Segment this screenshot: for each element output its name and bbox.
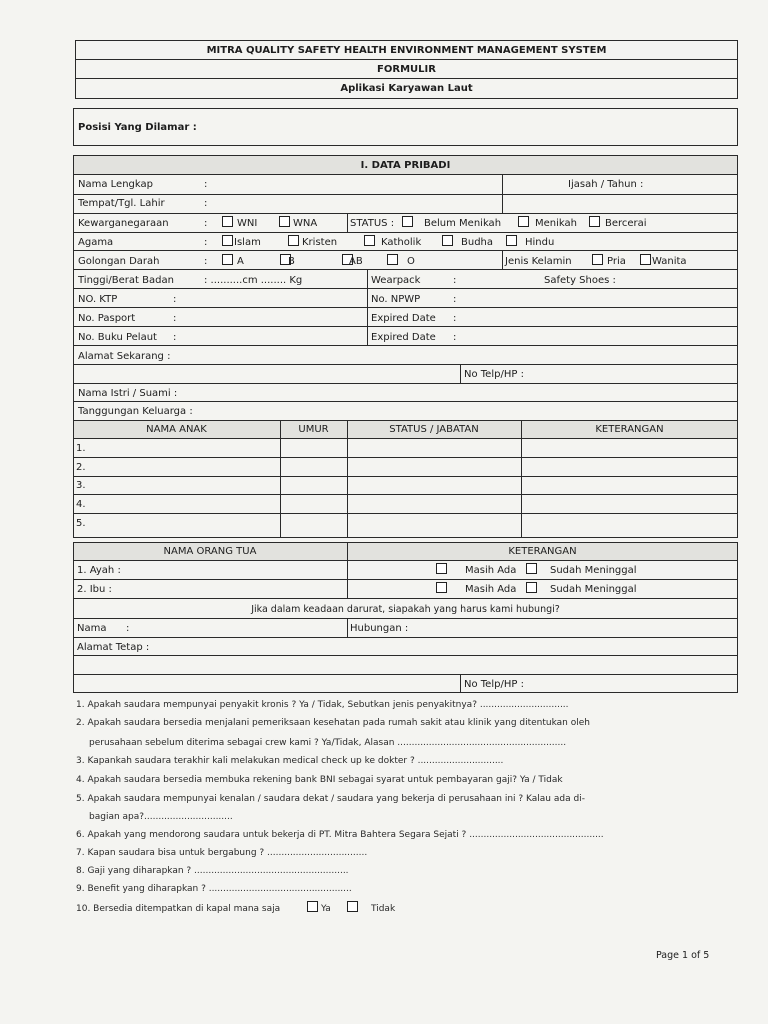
checkbox-o[interactable] xyxy=(387,254,398,265)
question-6: 6. Apakah yang mendorong saudara untuk bekerja di PT. Mitra Bahtera Segara Sejati ? ............................................... xyxy=(76,830,604,840)
colon: : xyxy=(453,332,457,343)
label-expired-1: Expired Date xyxy=(371,313,436,324)
checkbox-menikah[interactable] xyxy=(518,216,529,227)
checkbox-tidak[interactable] xyxy=(347,901,358,912)
label-alamat-tetap: Alamat Tetap : xyxy=(77,642,150,653)
label-o: O xyxy=(407,256,415,267)
label-no-telp: No Telp/HP : xyxy=(464,369,524,380)
checkbox-status[interactable] xyxy=(402,216,413,227)
question-2: 2. Apakah saudara bersedia menjalani pemeriksaan kesehatan pada rumah sakit atau klinik yang ditentukan oleh xyxy=(76,718,590,728)
checkbox-bercerai[interactable] xyxy=(589,216,600,227)
label-buku-pelaut: No. Buku Pelaut xyxy=(78,332,157,343)
colon: : xyxy=(453,275,457,286)
colon: : xyxy=(126,623,130,634)
label-wna: WNA xyxy=(293,218,318,229)
label-wanita: Wanita xyxy=(652,256,687,267)
header-keterangan-ortu: KETERANGAN xyxy=(508,546,577,557)
label-tanggungan: Tanggungan Keluarga : xyxy=(78,406,193,417)
label-kewarganegaraan: Kewarganegaraan xyxy=(78,218,169,229)
checkbox-wanita[interactable] xyxy=(640,254,651,265)
question-5: 5. Apakah saudara mempunyai kenalan / saudara dekat / saudara yang bekerja di perusahaan ini ? Kalau ada di- xyxy=(76,794,585,804)
label-nama-istri: Nama Istri / Suami : xyxy=(78,388,178,399)
header-nama-anak: NAMA ANAK xyxy=(146,424,207,435)
header-formulir: FORMULIR xyxy=(377,64,436,75)
colon: : xyxy=(204,218,208,229)
checkbox-hindu[interactable] xyxy=(506,235,517,246)
colon: : xyxy=(453,294,457,305)
table-row: 5. xyxy=(76,518,86,529)
header-title: MITRA QUALITY SAFETY HEALTH ENVIRONMENT MANAGEMENT SYSTEM xyxy=(206,45,607,56)
colon: : xyxy=(204,256,208,267)
label-islam: Islam xyxy=(234,237,261,248)
colon: : xyxy=(173,332,177,343)
checkbox-islam[interactable] xyxy=(222,235,233,246)
label-ya: Ya xyxy=(321,904,331,914)
checkbox-kristen[interactable] xyxy=(288,235,299,246)
question-7: 7. Kapan saudara bisa untuk bergabung ? ................................... xyxy=(76,848,368,858)
label-golongan-darah: Golongan Darah xyxy=(78,256,160,267)
label-ibu: 2. Ibu : xyxy=(77,584,112,595)
checkbox-ibu-sudah-meninggal[interactable] xyxy=(526,582,537,593)
question-2-cont: perusahaan sebelum diterima sebagai crew kami ? Ya/Tidak, Alasan ........................................................... xyxy=(89,738,567,748)
checkbox-ibu-masih-ada[interactable] xyxy=(436,582,447,593)
label-ab: AB xyxy=(349,256,363,267)
header-keterangan: KETERANGAN xyxy=(595,424,664,435)
label-ijasah: Ijasah / Tahun : xyxy=(568,179,644,190)
label-paspor: No. Pasport xyxy=(78,313,136,324)
label-sudah-meninggal: Sudah Meninggal xyxy=(550,584,637,595)
checkbox-ayah-sudah-meninggal[interactable] xyxy=(526,563,537,574)
label-tidak: Tidak xyxy=(371,904,396,914)
label-masih-ada: Masih Ada xyxy=(465,565,517,576)
label-no-telp-ortu: No Telp/HP : xyxy=(464,679,524,690)
header-status-jabatan: STATUS / JABATAN xyxy=(389,424,479,435)
table-row: 3. xyxy=(76,480,86,491)
label-ktp: NO. KTP xyxy=(78,294,118,305)
section-title: I. DATA PRIBADI xyxy=(360,160,451,171)
label-katholik: Katholik xyxy=(381,237,422,248)
colon: : xyxy=(453,313,457,324)
header-umur: UMUR xyxy=(298,424,329,435)
question-9: 9. Benefit yang diharapkan ? .................................................. xyxy=(76,884,352,894)
label-belum-menikah: Belum Menikah xyxy=(424,218,502,229)
checkbox-katholik[interactable] xyxy=(364,235,375,246)
label-budha: Budha xyxy=(461,237,494,248)
label-hindu: Hindu xyxy=(525,237,555,248)
table-row: 4. xyxy=(76,499,86,510)
label-bercerai: Bercerai xyxy=(605,218,647,229)
label-jenis-kelamin: Jenis Kelamin xyxy=(505,256,572,267)
checkbox-wna[interactable] xyxy=(279,216,290,227)
question-3: 3. Kapankah saudara terakhir kali melakukan medical check up ke dokter ? .............................. xyxy=(76,756,504,766)
label-kristen: Kristen xyxy=(302,237,338,248)
label-safety-shoes: Safety Shoes : xyxy=(544,275,616,286)
checkbox-pria[interactable] xyxy=(592,254,603,265)
label-wni: WNI xyxy=(237,218,258,229)
colon: : xyxy=(204,179,208,190)
emergency-question: Jika dalam keadaan darurat, siapakah yang harus kami hubungi? xyxy=(251,604,560,615)
label-expired-2: Expired Date xyxy=(371,332,436,343)
label-status: STATUS : xyxy=(350,218,395,229)
posisi-label: Posisi Yang Dilamar : xyxy=(78,122,197,133)
checkbox-ya[interactable] xyxy=(307,901,318,912)
label-a: A xyxy=(237,256,244,267)
question-10: 10. Bersedia ditempatkan di kapal mana saja xyxy=(76,904,281,914)
table-row: 2. xyxy=(76,462,86,473)
checkbox-budha[interactable] xyxy=(442,235,453,246)
question-1: 1. Apakah saudara mempunyai penyakit kronis ? Ya / Tidak, Sebutkan jenis penyakitnya? ............................... xyxy=(76,700,569,710)
table-row: 1. xyxy=(76,443,86,454)
label-tempat-lahir: Tempat/Tgl. Lahir xyxy=(78,198,165,209)
colon: : xyxy=(173,294,177,305)
colon: : xyxy=(173,313,177,324)
header-nama-orang-tua: NAMA ORANG TUA xyxy=(163,546,257,557)
header-subtitle: Aplikasi Karyawan Laut xyxy=(340,83,473,94)
label-npwp: No. NPWP xyxy=(371,294,421,305)
label-hubungan: Hubungan : xyxy=(350,623,409,634)
colon: : xyxy=(204,237,208,248)
label-pria: Pria xyxy=(607,256,626,267)
colon: : xyxy=(204,198,208,209)
label-alamat-sekarang: Alamat Sekarang : xyxy=(78,351,171,362)
label-nama: Nama xyxy=(77,623,107,634)
label-wearpack: Wearpack xyxy=(371,275,421,286)
label-tinggi: Tinggi/Berat Badan xyxy=(78,275,174,286)
checkbox-ayah-masih-ada[interactable] xyxy=(436,563,447,574)
question-8: 8. Gaji yang diharapkan ? ...................................................... xyxy=(76,866,349,876)
checkbox-wni[interactable] xyxy=(222,216,233,227)
question-5-cont: bagian apa?............................... xyxy=(89,812,233,822)
question-4: 4. Apakah saudara bersedia membuka rekening bank BNI sebagai syarat untuk pembayaran gaji? Ya / Tidak xyxy=(76,775,563,785)
label-ayah: 1. Ayah : xyxy=(77,565,121,576)
label-masih-ada: Masih Ada xyxy=(465,584,517,595)
label-nama-lengkap: Nama Lengkap xyxy=(78,179,153,190)
label-menikah: Menikah xyxy=(535,218,577,229)
checkbox-a[interactable] xyxy=(222,254,233,265)
tinggi-value: : ..........cm ........ Kg xyxy=(204,275,303,286)
label-agama: Agama xyxy=(78,237,114,248)
label-b: B xyxy=(288,256,295,267)
label-sudah-meninggal: Sudah Meninggal xyxy=(550,565,637,576)
page-number: Page 1 of 5 xyxy=(656,950,710,961)
